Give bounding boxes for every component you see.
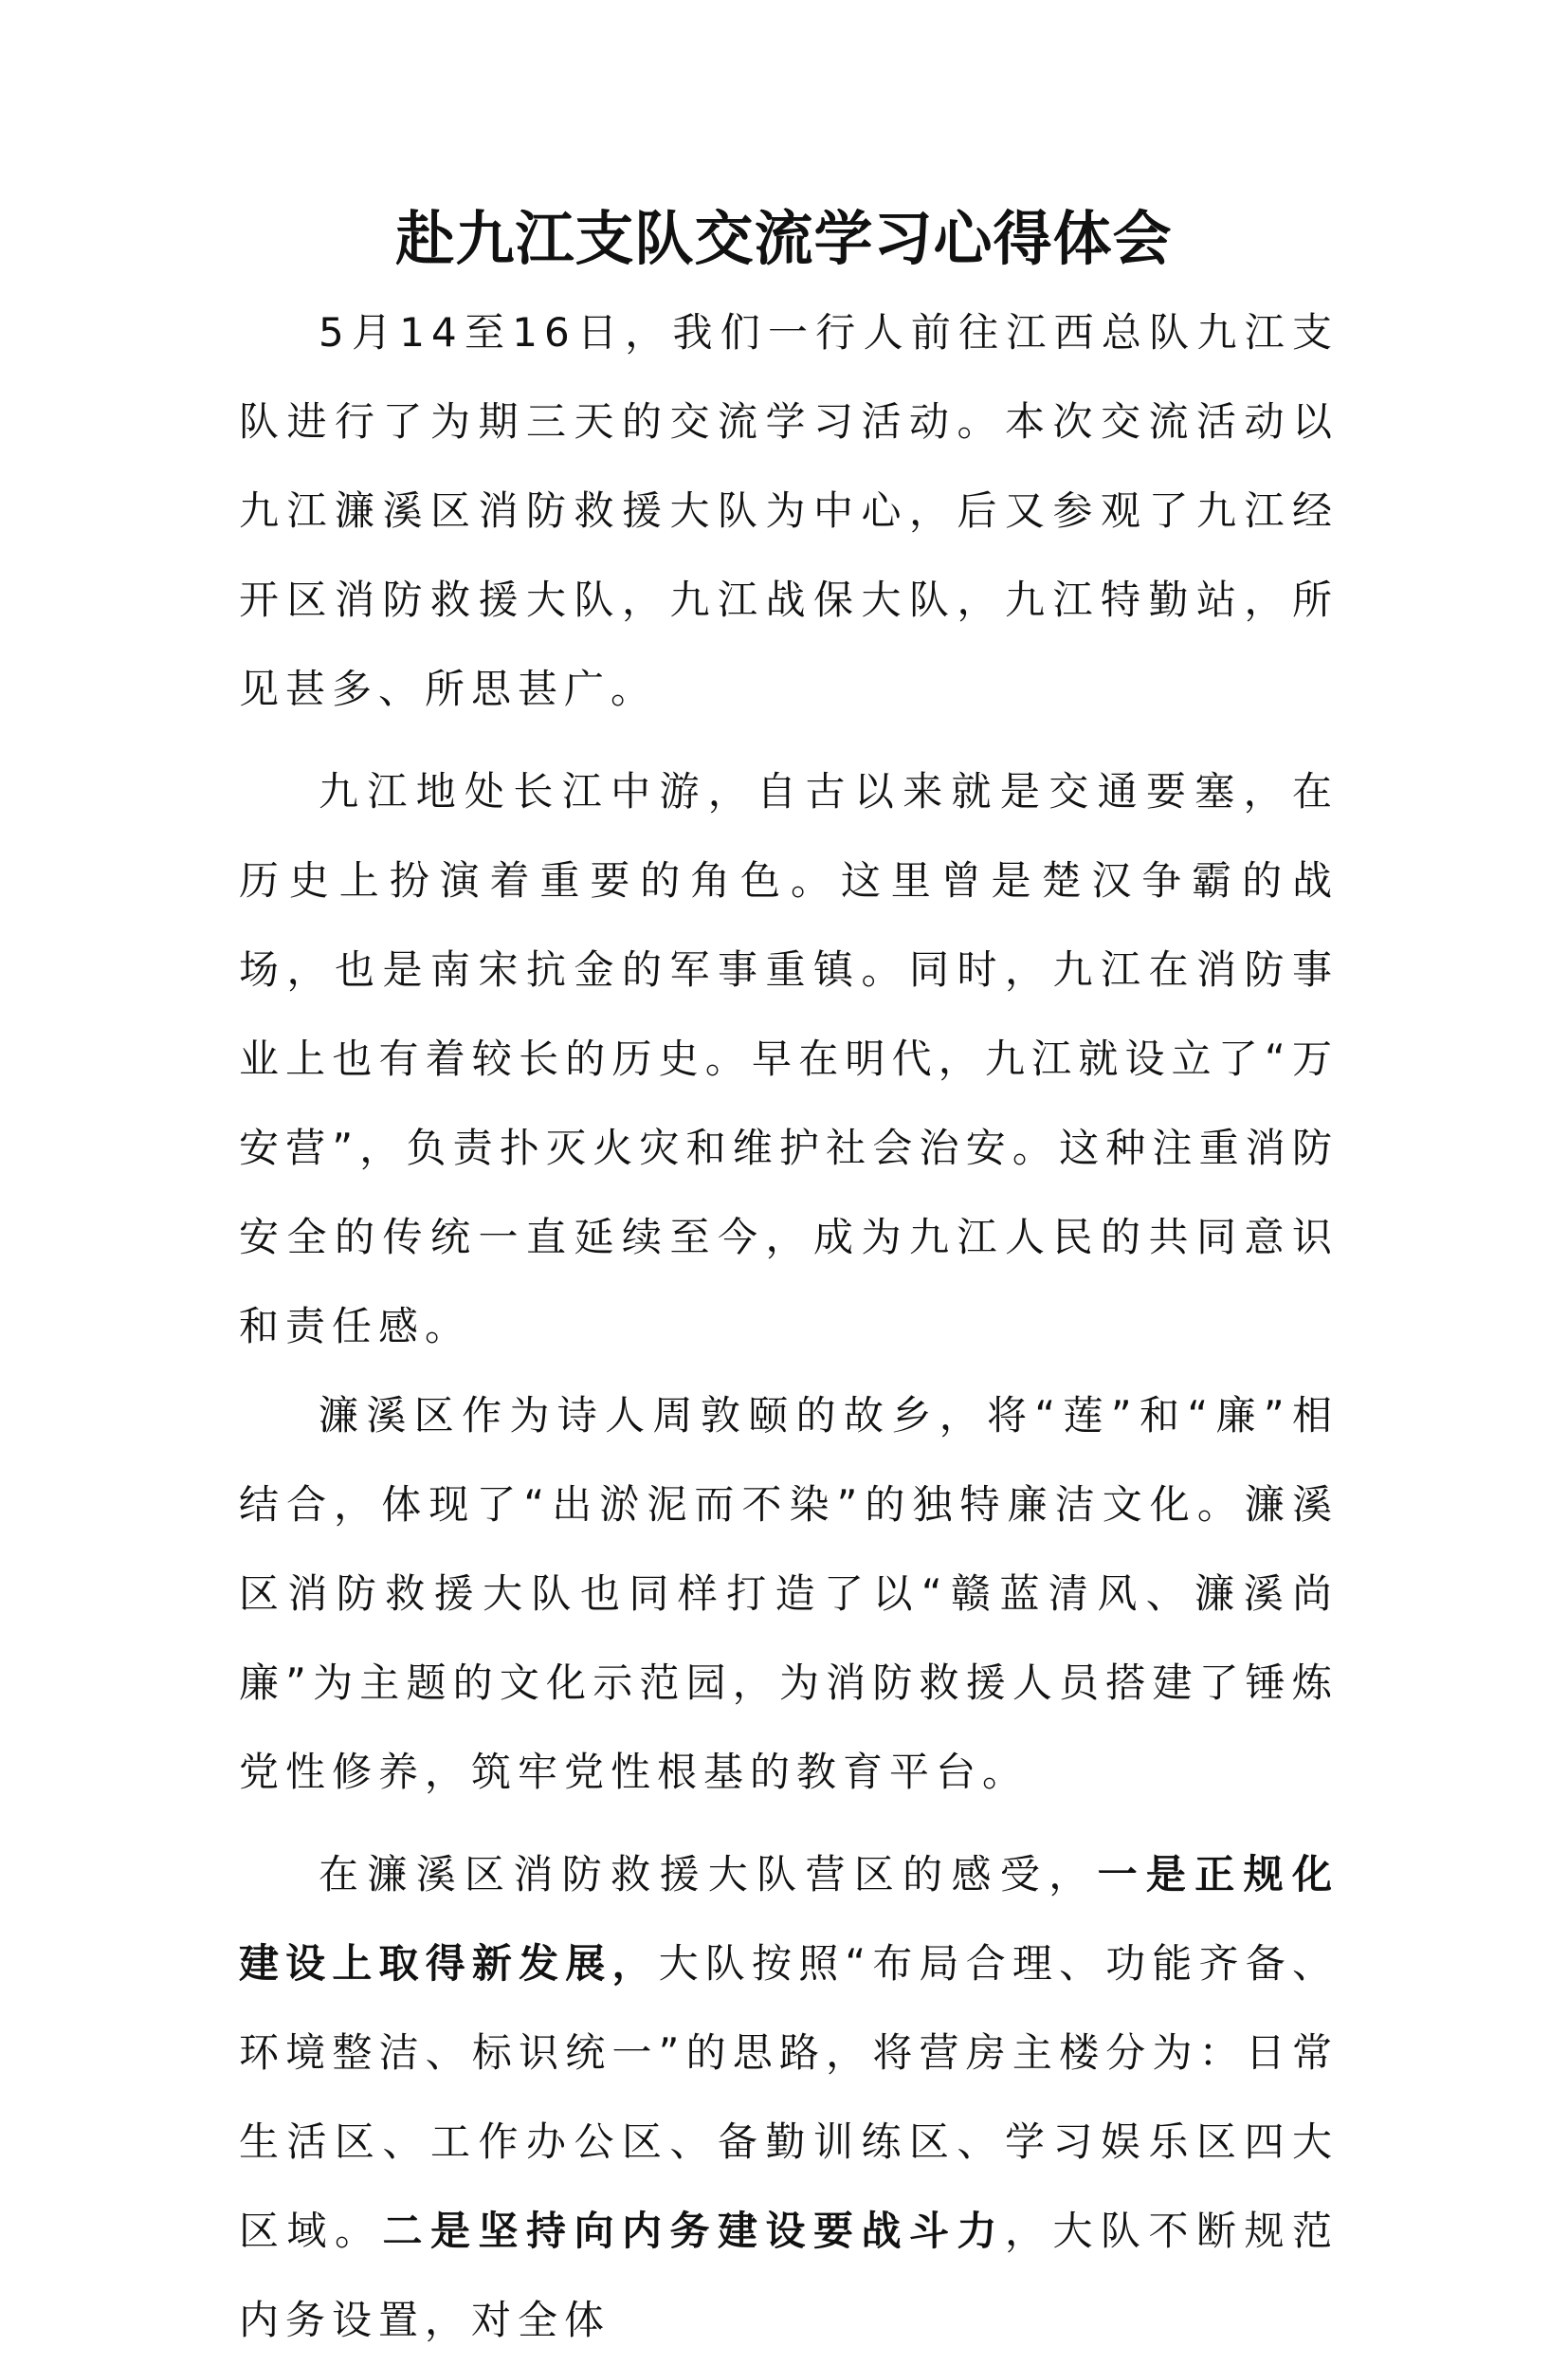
paragraph-1: 5月14至16日，我们一行人前往江西总队九江支队进行了为期三天的交流学习活动。本次交流活动以九江濂溪区消防救援大队为中心，后又参观了九江经开区消防救援大队，九江战保大队，九江特勤站，所见甚多、所思甚广。 xyxy=(239,309,1339,712)
paragraph-4-point-one: 一是正规化建设上取得新发展， xyxy=(239,1851,1339,1987)
paragraph-2: 九江地处长江中游，自古以来就是交通要塞，在历史上扮演着重要的角色。这里曾是楚汉争霸的战场，也是南宋抗金的军事重镇。同时，九江在消防事业上也有着较长的历史。早在明代，九江就设立了“万安营”，负责扑灭火灾和维护社会治安。这种注重消防安全的传统一直延续至今，成为九江人民的共同意识和责任感。 xyxy=(239,768,1339,1349)
paragraph-4 xyxy=(239,1830,1339,2365)
paragraph-4-point-two-detail: ，大队不断规范内务设置，对全体 xyxy=(239,2208,1339,2343)
document-body xyxy=(239,288,1339,2365)
paragraph-4-point-one-detail: 大队按照“布局合理、功能齐备、环境整洁、标识统一”的思路，将营房主楼分为：日常生活区、工作办公区、备勤训练区、学习娱乐区四大区域。 xyxy=(239,1940,1339,2254)
document-title: 赴九江支队交流学习心得体会 xyxy=(395,204,1173,273)
paragraph-4-point-two: 二是坚持向内务建设要战斗力 xyxy=(382,2208,1005,2254)
paragraph-4-intro: 在濂溪区消防救援大队营区的感受， xyxy=(319,1851,1098,1898)
paragraph-3: 濂溪区作为诗人周敦颐的故乡，将“莲”和“廉”相结合，体现了“出淤泥而不染”的独特廉洁文化。濂溪区消防救援大队也同样打造了以“赣蓝清风、濂溪尚廉”为主题的文化示范园，为消防救援人员搭建了锤炼党性修养，筑牢党性根基的教育平台。 xyxy=(239,1392,1339,1795)
